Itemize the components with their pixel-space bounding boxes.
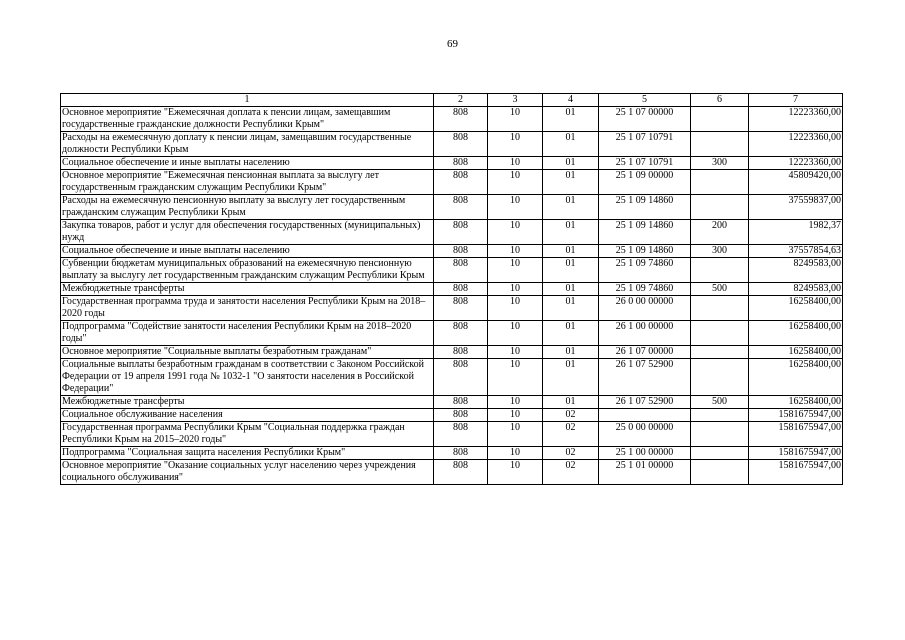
row-grbs-cell: 808 bbox=[434, 447, 488, 460]
row-subsection-cell: 01 bbox=[543, 245, 599, 258]
row-target-article-cell: 25 1 01 00000 bbox=[599, 460, 691, 485]
row-grbs-cell: 808 bbox=[434, 157, 488, 170]
table-row bbox=[61, 346, 843, 359]
row-section-cell: 10 bbox=[488, 220, 543, 245]
row-grbs-cell: 808 bbox=[434, 396, 488, 409]
row-grbs-cell: 808 bbox=[434, 422, 488, 447]
row-expense-type-cell: 200 bbox=[691, 220, 749, 245]
row-amount-cell: 8249583,00 bbox=[749, 258, 843, 283]
row-name-cell: Государственная программа труда и занятости населения Республики Крым на 2018–2020 годы bbox=[61, 296, 434, 321]
row-grbs-cell: 808 bbox=[434, 346, 488, 359]
row-expense-type-cell bbox=[691, 107, 749, 132]
row-target-article-cell: 26 1 00 00000 bbox=[599, 321, 691, 346]
row-target-article-cell: 25 1 09 14860 bbox=[599, 245, 691, 258]
table-row bbox=[61, 409, 843, 422]
row-amount-cell: 12223360,00 bbox=[749, 107, 843, 132]
row-section-cell: 10 bbox=[488, 157, 543, 170]
row-name-cell: Основное мероприятие "Ежемесячная пенсионная выплата за выслугу лет государственным гражданским служащим Республики Крым" bbox=[61, 170, 434, 195]
table-row bbox=[61, 296, 843, 321]
row-subsection-cell: 01 bbox=[543, 157, 599, 170]
row-target-article-cell: 26 0 00 00000 bbox=[599, 296, 691, 321]
row-amount-cell: 12223360,00 bbox=[749, 132, 843, 157]
row-target-article-cell: 25 0 00 00000 bbox=[599, 422, 691, 447]
row-grbs-cell: 808 bbox=[434, 296, 488, 321]
row-amount-cell: 16258400,00 bbox=[749, 346, 843, 359]
row-section-cell: 10 bbox=[488, 132, 543, 157]
row-name-cell: Подпрограмма "Содействие занятости населения Республики Крым на 2018–2020 годы" bbox=[61, 321, 434, 346]
row-expense-type-cell bbox=[691, 170, 749, 195]
row-name-cell: Расходы на ежемесячную доплату к пенсии лицам, замещавшим государственные должности Республики Крым bbox=[61, 132, 434, 157]
row-expense-type-cell bbox=[691, 321, 749, 346]
row-amount-cell: 16258400,00 bbox=[749, 359, 843, 396]
header-col-3: 3 bbox=[488, 94, 543, 107]
row-grbs-cell: 808 bbox=[434, 220, 488, 245]
row-section-cell: 10 bbox=[488, 170, 543, 195]
table-header-row bbox=[61, 94, 843, 107]
row-amount-cell: 12223360,00 bbox=[749, 157, 843, 170]
header-col-5: 5 bbox=[599, 94, 691, 107]
row-target-article-cell: 25 1 09 74860 bbox=[599, 258, 691, 283]
row-expense-type-cell bbox=[691, 409, 749, 422]
row-target-article-cell: 25 1 07 10791 bbox=[599, 157, 691, 170]
row-amount-cell: 16258400,00 bbox=[749, 321, 843, 346]
row-target-article-cell bbox=[599, 409, 691, 422]
row-name-cell: Социальное обеспечение и иные выплаты населению bbox=[61, 245, 434, 258]
budget-table bbox=[60, 93, 843, 485]
row-section-cell: 10 bbox=[488, 195, 543, 220]
row-subsection-cell: 01 bbox=[543, 107, 599, 132]
table-row bbox=[61, 447, 843, 460]
table-row bbox=[61, 170, 843, 195]
row-section-cell: 10 bbox=[488, 321, 543, 346]
row-expense-type-cell bbox=[691, 258, 749, 283]
row-section-cell: 10 bbox=[488, 296, 543, 321]
row-section-cell: 10 bbox=[488, 447, 543, 460]
row-name-cell: Расходы на ежемесячную пенсионную выплату за выслугу лет государственным гражданским служащим Республики Крым bbox=[61, 195, 434, 220]
row-name-cell: Закупка товаров, работ и услуг для обеспечения государственных (муниципальных) нужд bbox=[61, 220, 434, 245]
row-section-cell: 10 bbox=[488, 396, 543, 409]
row-section-cell: 10 bbox=[488, 346, 543, 359]
row-name-cell: Субвенции бюджетам муниципальных образований на ежемесячную пенсионную выплату за выслугу лет государственным гражданским служащим Республики Крым bbox=[61, 258, 434, 283]
row-target-article-cell: 26 1 07 52900 bbox=[599, 359, 691, 396]
table-row bbox=[61, 220, 843, 245]
row-expense-type-cell: 500 bbox=[691, 396, 749, 409]
row-name-cell: Межбюджетные трансферты bbox=[61, 396, 434, 409]
header-col-1: 1 bbox=[61, 94, 434, 107]
row-expense-type-cell: 300 bbox=[691, 157, 749, 170]
row-amount-cell: 1982,37 bbox=[749, 220, 843, 245]
row-name-cell: Социальные выплаты безработным гражданам в соответствии с Законом Российской Федерации от 19 апреля 1991 года № 1032-1 "О занятости населения в Российской Федерации" bbox=[61, 359, 434, 396]
row-target-article-cell: 25 1 09 14860 bbox=[599, 195, 691, 220]
row-expense-type-cell bbox=[691, 422, 749, 447]
row-expense-type-cell bbox=[691, 359, 749, 396]
row-amount-cell: 16258400,00 bbox=[749, 396, 843, 409]
page-number: 69 bbox=[447, 38, 458, 50]
row-subsection-cell: 01 bbox=[543, 359, 599, 396]
row-section-cell: 10 bbox=[488, 107, 543, 132]
row-target-article-cell: 25 1 09 74860 bbox=[599, 283, 691, 296]
row-amount-cell: 37559837,00 bbox=[749, 195, 843, 220]
row-target-article-cell: 25 1 07 10791 bbox=[599, 132, 691, 157]
row-expense-type-cell bbox=[691, 132, 749, 157]
table-body bbox=[61, 107, 843, 485]
row-subsection-cell: 01 bbox=[543, 170, 599, 195]
row-section-cell: 10 bbox=[488, 245, 543, 258]
row-amount-cell: 1581675947,00 bbox=[749, 460, 843, 485]
row-subsection-cell: 01 bbox=[543, 258, 599, 283]
row-subsection-cell: 01 bbox=[543, 220, 599, 245]
row-grbs-cell: 808 bbox=[434, 283, 488, 296]
row-section-cell: 10 bbox=[488, 409, 543, 422]
row-subsection-cell: 02 bbox=[543, 460, 599, 485]
row-name-cell: Подпрограмма "Социальная защита населения Республики Крым" bbox=[61, 447, 434, 460]
table-row bbox=[61, 321, 843, 346]
row-subsection-cell: 01 bbox=[543, 296, 599, 321]
row-subsection-cell: 01 bbox=[543, 396, 599, 409]
row-amount-cell: 16258400,00 bbox=[749, 296, 843, 321]
header-col-2: 2 bbox=[434, 94, 488, 107]
row-target-article-cell: 25 1 07 00000 bbox=[599, 107, 691, 132]
row-target-article-cell: 25 1 00 00000 bbox=[599, 447, 691, 460]
row-grbs-cell: 808 bbox=[434, 359, 488, 396]
row-name-cell: Основное мероприятие "Ежемесячная доплата к пенсии лицам, замещавшим государственные гражданские должности Республики Крым" bbox=[61, 107, 434, 132]
row-amount-cell: 37557854,63 bbox=[749, 245, 843, 258]
row-subsection-cell: 02 bbox=[543, 447, 599, 460]
row-target-article-cell: 25 1 09 00000 bbox=[599, 170, 691, 195]
row-name-cell: Государственная программа Республики Крым "Социальная поддержка граждан Республики Крым на 2015–2020 годы" bbox=[61, 422, 434, 447]
row-expense-type-cell: 500 bbox=[691, 283, 749, 296]
table-row bbox=[61, 283, 843, 296]
table-row bbox=[61, 157, 843, 170]
row-expense-type-cell bbox=[691, 460, 749, 485]
row-target-article-cell: 25 1 09 14860 bbox=[599, 220, 691, 245]
row-subsection-cell: 01 bbox=[543, 321, 599, 346]
header-col-6: 6 bbox=[691, 94, 749, 107]
row-name-cell: Основное мероприятие "Социальные выплаты безработным гражданам" bbox=[61, 346, 434, 359]
table-row bbox=[61, 396, 843, 409]
row-grbs-cell: 808 bbox=[434, 409, 488, 422]
table-row bbox=[61, 245, 843, 258]
row-amount-cell: 8249583,00 bbox=[749, 283, 843, 296]
row-subsection-cell: 02 bbox=[543, 409, 599, 422]
row-subsection-cell: 01 bbox=[543, 283, 599, 296]
row-name-cell: Социальное обслуживание населения bbox=[61, 409, 434, 422]
row-name-cell: Социальное обеспечение и иные выплаты населению bbox=[61, 157, 434, 170]
header-col-4: 4 bbox=[543, 94, 599, 107]
row-target-article-cell: 26 1 07 52900 bbox=[599, 396, 691, 409]
row-subsection-cell: 01 bbox=[543, 195, 599, 220]
header-col-7: 7 bbox=[749, 94, 843, 107]
table-row bbox=[61, 132, 843, 157]
row-section-cell: 10 bbox=[488, 359, 543, 396]
row-expense-type-cell bbox=[691, 296, 749, 321]
row-amount-cell: 1581675947,00 bbox=[749, 447, 843, 460]
row-amount-cell: 1581675947,00 bbox=[749, 409, 843, 422]
table-row bbox=[61, 107, 843, 132]
row-section-cell: 10 bbox=[488, 422, 543, 447]
row-grbs-cell: 808 bbox=[434, 321, 488, 346]
table-row bbox=[61, 422, 843, 447]
row-subsection-cell: 02 bbox=[543, 422, 599, 447]
row-section-cell: 10 bbox=[488, 258, 543, 283]
table-row bbox=[61, 359, 843, 396]
table-row bbox=[61, 195, 843, 220]
row-amount-cell: 45809420,00 bbox=[749, 170, 843, 195]
row-subsection-cell: 01 bbox=[543, 346, 599, 359]
row-name-cell: Межбюджетные трансферты bbox=[61, 283, 434, 296]
row-target-article-cell: 26 1 07 00000 bbox=[599, 346, 691, 359]
row-name-cell: Основное мероприятие "Оказание социальных услуг населению через учреждения социального обслуживания" bbox=[61, 460, 434, 485]
row-grbs-cell: 808 bbox=[434, 195, 488, 220]
row-grbs-cell: 808 bbox=[434, 107, 488, 132]
row-expense-type-cell bbox=[691, 447, 749, 460]
table-row bbox=[61, 460, 843, 485]
row-section-cell: 10 bbox=[488, 460, 543, 485]
row-grbs-cell: 808 bbox=[434, 258, 488, 283]
table-row bbox=[61, 258, 843, 283]
row-subsection-cell: 01 bbox=[543, 132, 599, 157]
row-grbs-cell: 808 bbox=[434, 132, 488, 157]
row-grbs-cell: 808 bbox=[434, 245, 488, 258]
row-amount-cell: 1581675947,00 bbox=[749, 422, 843, 447]
row-grbs-cell: 808 bbox=[434, 170, 488, 195]
row-section-cell: 10 bbox=[488, 283, 543, 296]
row-grbs-cell: 808 bbox=[434, 460, 488, 485]
row-expense-type-cell bbox=[691, 195, 749, 220]
row-expense-type-cell: 300 bbox=[691, 245, 749, 258]
row-expense-type-cell bbox=[691, 346, 749, 359]
